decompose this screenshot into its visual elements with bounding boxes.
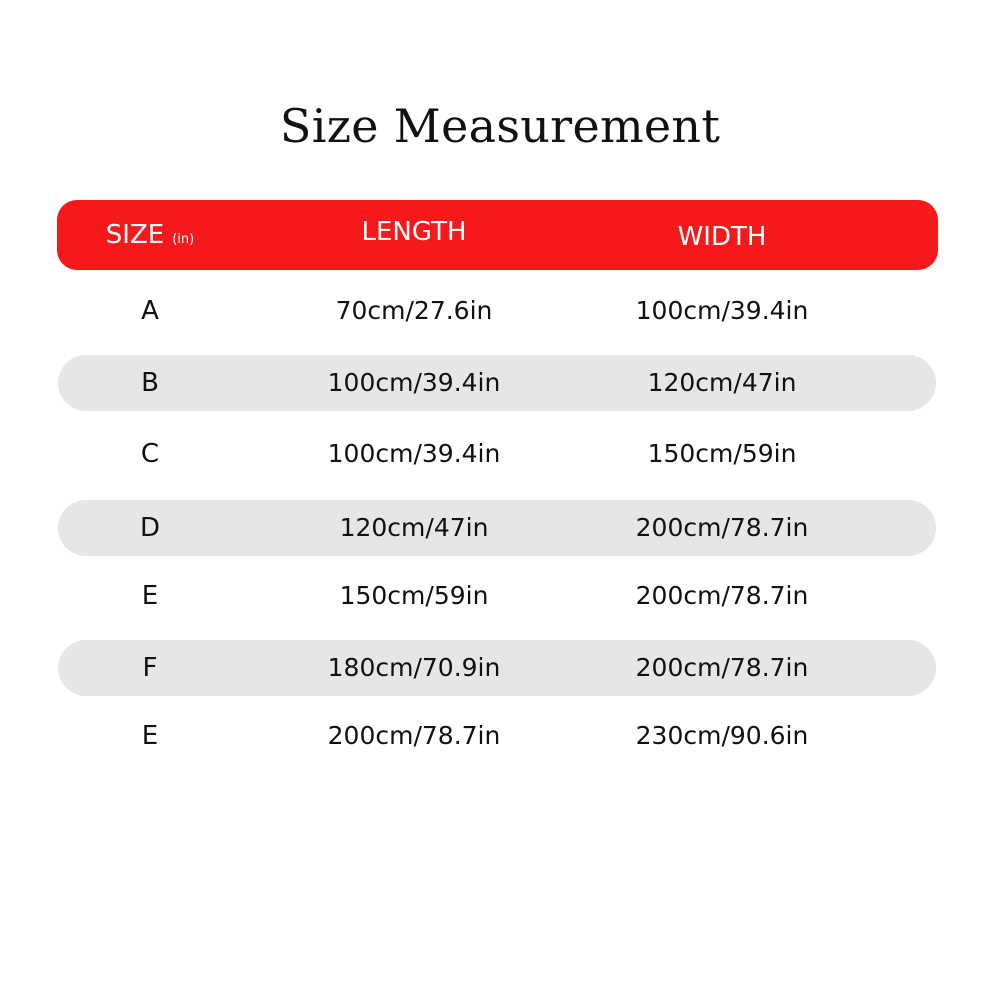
size-cell: F bbox=[142, 653, 158, 683]
table-row bbox=[58, 426, 936, 482]
size-cell: A bbox=[141, 296, 159, 326]
width-cell: 200cm/78.7in bbox=[635, 513, 809, 542]
width-cell: 230cm/90.6in bbox=[635, 721, 809, 750]
length-cell: 70cm/27.6in bbox=[335, 296, 493, 325]
length-cell: 180cm/70.9in bbox=[327, 653, 501, 682]
page-title: Size Measurement bbox=[279, 99, 721, 153]
table-row bbox=[58, 283, 936, 339]
header-length: LENGTH bbox=[361, 217, 467, 247]
length-cell: 100cm/39.4in bbox=[327, 368, 501, 397]
table-row bbox=[58, 708, 936, 764]
size-cell: E bbox=[141, 581, 159, 611]
header-size-label: SIZE bbox=[105, 220, 165, 250]
table-row bbox=[58, 500, 936, 556]
size-cell: B bbox=[141, 368, 159, 398]
length-cell: 200cm/78.7in bbox=[327, 721, 501, 750]
width-cell: 120cm/47in bbox=[647, 368, 797, 397]
table-row bbox=[58, 640, 936, 696]
table-row bbox=[58, 355, 936, 411]
size-cell: C bbox=[140, 439, 160, 469]
width-cell: 100cm/39.4in bbox=[635, 296, 809, 325]
table-row bbox=[58, 568, 936, 624]
header-width: WIDTH bbox=[677, 222, 767, 252]
size-cell: E bbox=[141, 721, 159, 751]
length-cell: 120cm/47in bbox=[339, 513, 489, 542]
size-cell: D bbox=[139, 513, 161, 543]
length-cell: 100cm/39.4in bbox=[327, 439, 501, 468]
header-size-unit: (in) bbox=[172, 232, 195, 247]
width-cell: 200cm/78.7in bbox=[635, 653, 809, 682]
table-header bbox=[57, 200, 938, 270]
length-cell: 150cm/59in bbox=[339, 581, 489, 610]
width-cell: 150cm/59in bbox=[647, 439, 797, 468]
width-cell: 200cm/78.7in bbox=[635, 581, 809, 610]
header-size bbox=[57, 200, 243, 270]
